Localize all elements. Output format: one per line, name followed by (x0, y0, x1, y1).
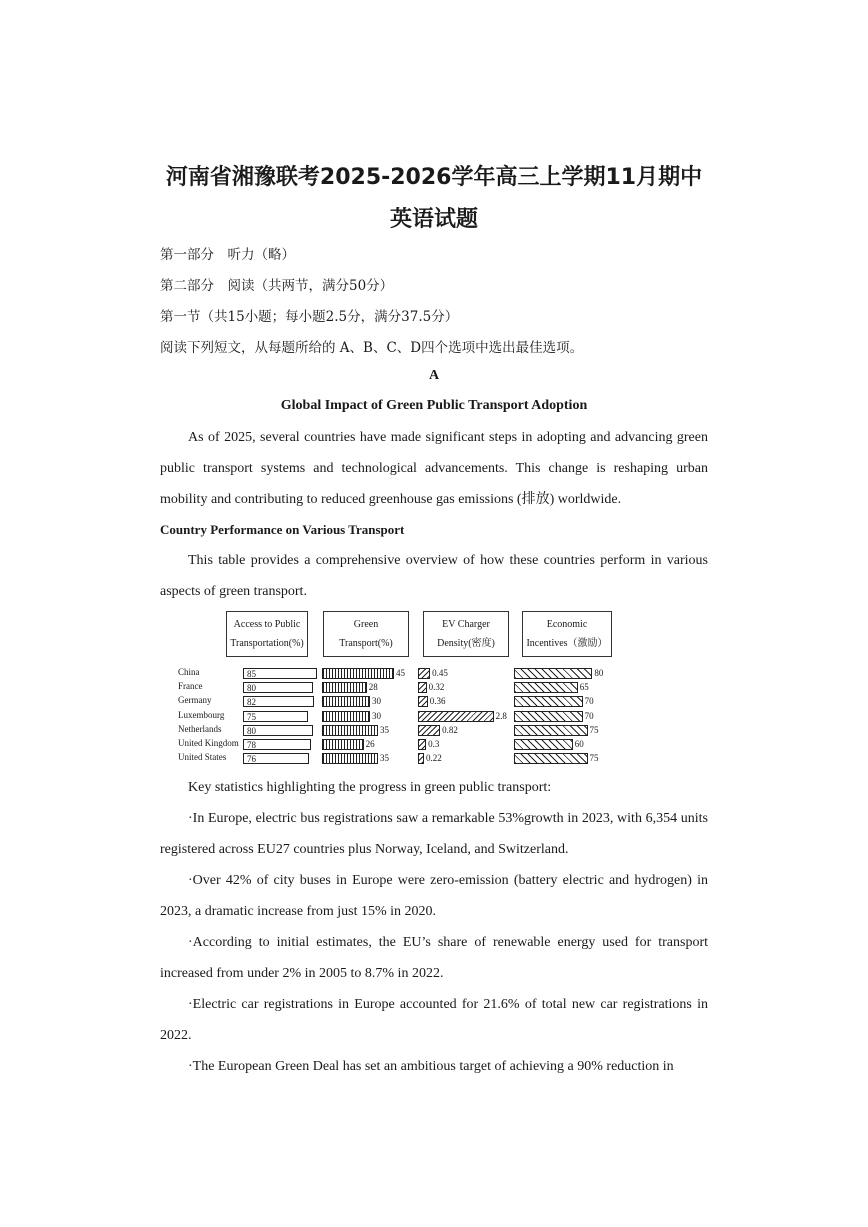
column-header-access-line2: Transportation(%) (230, 638, 304, 649)
data-label: 2.8 (495, 710, 507, 721)
green-bar (322, 696, 370, 707)
economic-bar (514, 696, 583, 707)
access-bar (243, 711, 308, 722)
data-label: 0.32 (428, 682, 445, 693)
green-bar (322, 682, 367, 693)
ev-bar (418, 739, 426, 750)
page-subtitle: 英语试题 (389, 207, 478, 232)
column-header-green (323, 611, 409, 657)
data-label: 80 (247, 725, 256, 736)
category-label: France (178, 681, 203, 692)
data-label: 0.22 (426, 753, 442, 764)
passage-heading: Global Impact of Green Public Transport Adoption (280, 398, 588, 413)
part1-heading: 第一部分 听力（略） (160, 247, 295, 263)
page-title: 河南省湘豫联考2025-2026学年高三上学期11月期中 (165, 165, 703, 190)
category-label: China (178, 667, 200, 677)
access-bar (243, 682, 313, 693)
green-bar (322, 753, 378, 764)
data-label: 65 (579, 682, 589, 693)
data-label: 80 (594, 668, 604, 678)
category-label: Luxembourg (178, 709, 225, 720)
access-bar (243, 725, 313, 736)
economic-bar (514, 753, 588, 764)
green-bar (322, 711, 370, 722)
data-label: 30 (372, 696, 381, 707)
data-label: 85 (247, 669, 256, 679)
economic-bar (514, 682, 578, 693)
ev-bar (418, 696, 428, 707)
data-label: 0.82 (442, 724, 458, 735)
ev-bar (418, 753, 424, 764)
passage-letter: A (428, 368, 440, 383)
column-header-ev (423, 611, 509, 657)
ev-bar (418, 725, 440, 736)
access-bar (243, 753, 309, 764)
data-label: 0.45 (432, 668, 448, 678)
category-label: United Kingdom (178, 738, 239, 748)
table-subheading: Country Performance on Various Transport (160, 522, 405, 537)
data-label: 0.3 (428, 739, 440, 749)
data-label: 80 (247, 683, 256, 694)
section1-heading: 第一节（共15小题；每小题2.5分，满分37.5分） (160, 309, 459, 325)
data-label: 28 (368, 682, 378, 693)
green-bar (322, 725, 378, 736)
ev-bar (418, 711, 494, 722)
data-label: 70 (584, 696, 594, 707)
column-header-access-line1: Access to Public (233, 619, 301, 630)
part2-heading: 第二部分 阅读（共两节，满分50分） (160, 278, 394, 294)
data-label: 35 (380, 753, 389, 764)
data-label: 75 (247, 711, 256, 722)
economic-bar (514, 739, 573, 750)
column-header-economic-line1: Economic (546, 619, 588, 630)
stat-item: ·Over 42% of city buses in Europe were zero-emission (battery electric and hydrogen) in 2023, a dramatic increase from just 15% in 2020. (160, 873, 708, 919)
column-header-economic-line2: Incentives（激励） (526, 638, 608, 649)
data-label: 76 (247, 754, 256, 765)
stat-item: ·In Europe, electric bus registrations saw a remarkable 53%growth in 2023, with 6,354 units registered across EU27 countries plus Norway, Iceland, and Switzerland. (160, 811, 708, 857)
column-header-green-line1: Green (353, 619, 379, 630)
table-intro-paragraph: This table provides a comprehensive overview of how these countries perform in various aspects of green transport. (160, 553, 708, 599)
economic-bar (514, 725, 588, 736)
column-header-ev-line2: Density(密度) (437, 638, 495, 649)
data-label: 70 (584, 710, 594, 721)
economic-bar (514, 668, 592, 679)
ev-bar (418, 668, 430, 679)
column-header-economic (522, 611, 612, 657)
access-bar (243, 696, 314, 707)
data-label: 0.36 (429, 696, 446, 707)
category-label: Netherlands (178, 723, 222, 734)
category-label: United States (178, 752, 227, 763)
stats-intro: Key statistics highlighting the progress in green public transport: (188, 780, 552, 795)
access-bar (243, 668, 317, 679)
access-bar (243, 739, 311, 750)
data-label: 45 (396, 668, 405, 678)
data-label: 82 (247, 697, 256, 708)
data-label: 75 (589, 724, 599, 735)
economic-bar (514, 711, 583, 722)
stat-item: ·Electric car registrations in Europe accounted for 21.6% of total new car registrations in 2022. (160, 997, 708, 1043)
column-header-green-line2: Transport(%) (339, 638, 393, 649)
column-header-ev-line1: EV Charger (442, 619, 490, 630)
ev-bar (418, 682, 427, 693)
data-label: 75 (589, 753, 599, 764)
data-label: 35 (380, 724, 389, 735)
column-header-access (226, 611, 308, 657)
intro-paragraph: As of 2025, several countries have made significant steps in adopting and advancing green public transport systems and technological advancements. This change is reshaping urban mobility and contributing to reduced greenhouse gas emissions (排放) worldwide. (160, 430, 708, 507)
data-label: 30 (372, 710, 381, 721)
data-label: 60 (574, 739, 584, 749)
data-label: 26 (365, 739, 375, 749)
green-bar (322, 739, 364, 750)
green-bar (322, 668, 394, 679)
category-label: Germany (178, 695, 212, 706)
stat-item: ·The European Green Deal has set an ambitious target of achieving a 90% reduction in (188, 1059, 674, 1074)
data-label: 78 (247, 740, 256, 750)
instruction-text: 阅读下列短文，从每题所给的 A、B、C、D四个选项中选出最佳选项。 (160, 340, 584, 356)
stat-item: ·According to initial estimates, the EU’s share of renewable energy used for transport increased from under 2% in 2005 to 8.7% in 2022. (160, 935, 708, 981)
